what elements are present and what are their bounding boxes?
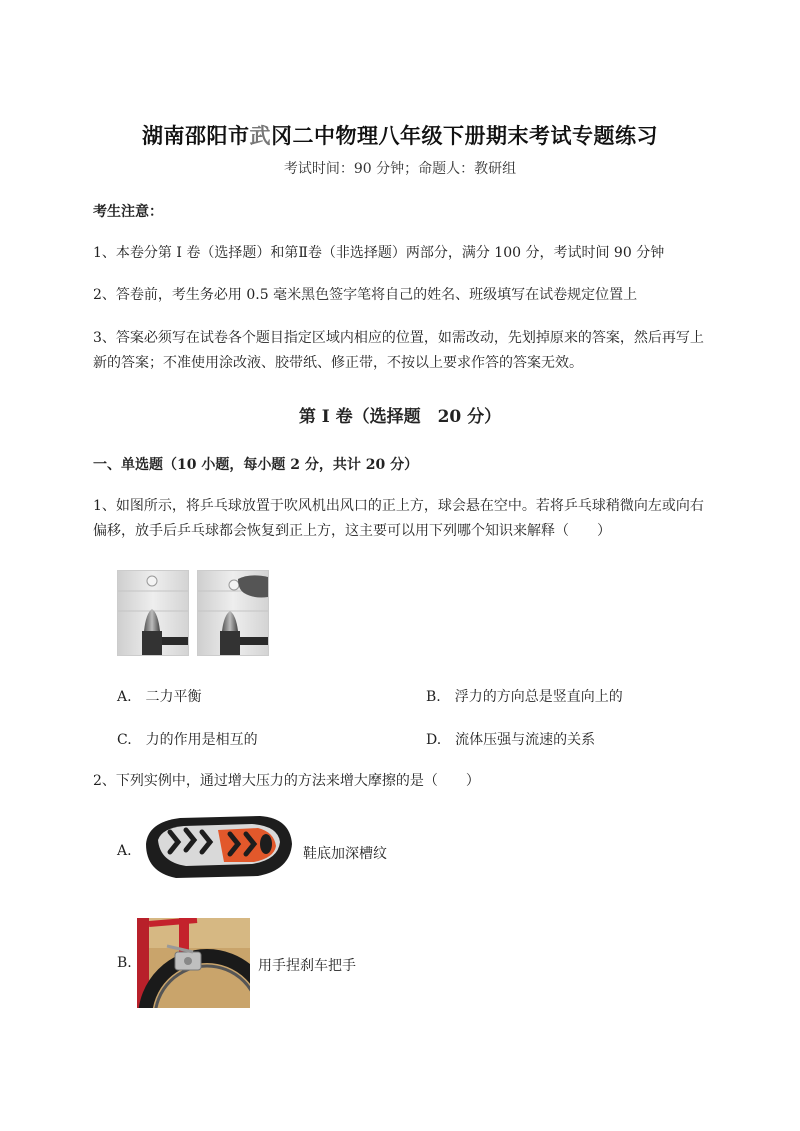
q1-option-c: C. 力的作用是相互的 [117,732,258,748]
page-title [0,120,800,150]
notice-heading: 考生注意： [93,204,163,220]
q2-option-a-text: 鞋底加深槽纹 [303,846,387,862]
title-part: 冈二中物理八年级下册期末考试专题练习 [271,123,658,148]
section-title: 第 I 卷（选择题 20 分） [298,407,502,427]
title-part-highlight: 武 [249,123,271,148]
exam-info: 考试时间：90 分钟；命题人：教研组 [283,161,517,177]
question-1-stem: 1、如图所示，将乒乓球放置于吹风机出风口的正上方，球会悬在空中。若将乒乓球稍微向左或向右偏移，放手后乒乓球都会恢复到正上方，这主要可以用下列哪个知识来解释（ ） [93,498,704,539]
notice-item-1: 1、本卷分第 I 卷（选择题）和第Ⅱ卷（非选择题）两部分，满分 100 分，考试时间 90 分钟 [93,245,665,261]
q1-option-b: B. 浮力的方向总是竖直向上的 [426,689,623,705]
hairdryer-photo-2 [197,570,269,656]
q1-option-d: D. 流体压强与流速的关系 [426,732,596,748]
notice-item-2: 2、答卷前，考生务必用 0.5 毫米黑色签字笔将自己的姓名、班级填写在试卷规定位置上 [93,287,638,303]
bike-brake-photo [137,918,250,1008]
question-2-stem: 2、下列实例中，通过增大压力的方法来增大摩擦的是（ ） [93,773,480,789]
shoe-sole-photo [140,810,295,882]
q2-option-a-letter: A. [117,843,132,859]
q1-option-a: A. 二力平衡 [117,689,202,705]
q2-option-b-text: 用手捏刹车把手 [258,958,356,974]
part-heading: 一、单选题（10 小题，每小题 2 分，共计 20 分） [93,457,419,473]
notice-item-3: 3、答案必须写在试卷各个题目指定区域内相应的位置，如需改动，先划掉原来的答案，然后再写上新的答案；不准使用涂改液、胶带纸、修正带，不按以上要求作答的答案无效。 [93,330,704,371]
hairdryer-photo-1 [117,570,189,656]
title-part: 湖南邵阳市 [142,123,250,148]
q2-option-b-letter: B. [117,955,132,971]
